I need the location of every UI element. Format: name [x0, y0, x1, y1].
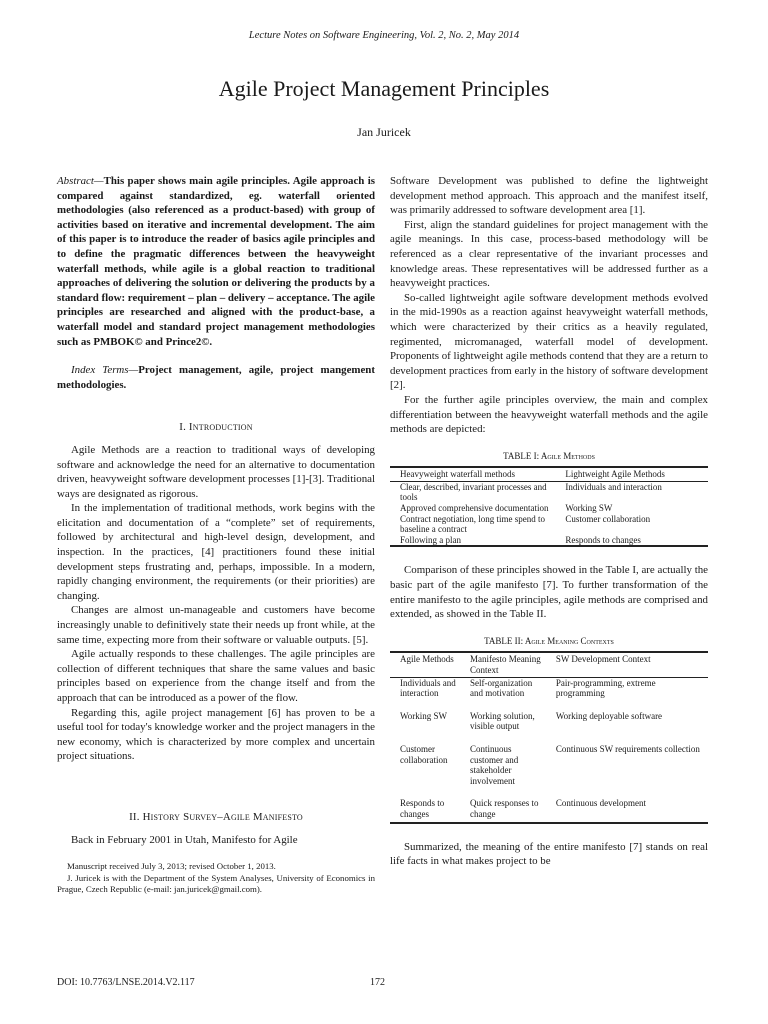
body-paragraph: Software Development was published to define the lightweight development method approach. This approach and the manifest itself, was primarily addressed to software development area [1].: [390, 175, 708, 217]
footnotes: [57, 861, 375, 896]
table-cell: Self-organization and motivation: [469, 677, 533, 699]
abstract: [57, 174, 375, 349]
journal-header: Lecture Notes on Software Engineering, Vol. 2, No. 2, May 2014: [248, 30, 520, 41]
table-cell: Customer collaboration: [565, 513, 651, 524]
table-cell: Following a plan: [400, 534, 461, 545]
table-row: [390, 711, 708, 744]
left-column: [57, 174, 375, 896]
table-cell: Continuous SW requirements collection: [555, 743, 700, 754]
intro-paragraph: In the implementation of traditional methods, work begins with the elicitation and documentation of a “complete” set of requirements, followed by architectural and high-level design, development, and inspection. In the practices, [4] practitioners found these initial development steps frustrating and, perhaps, impossible. In a modern, rapidly changing environment, the requirements (or their priorities) are changing.: [57, 502, 375, 602]
table-cell: Working deployable software: [555, 710, 663, 721]
body-paragraph: Comparison of these principles showed in the Table I, are actually the basic part of the agile manifesto [7]. To further transformation of the entire manifesto to the agile principles, agile methods are comprised and extended, as showed in the Table II.: [390, 564, 708, 621]
intro-paragraph: Agile actually responds to these challenges. The agile principles are collection of different techniques that share the same values and basic principles based on experience from the change itself and from the approach that can be introduced as a power of the flow.: [57, 648, 375, 704]
page-number: 172: [370, 977, 385, 988]
table-agile-methods: [390, 466, 708, 547]
table-cell: Pair-programming, extreme programming: [555, 677, 656, 699]
table-cell: Working solution, visible output: [469, 710, 535, 732]
footnote: Manuscript received July 3, 2013; revised October 1, 2013.: [67, 861, 276, 872]
section-title-history: II. History Survey–Agile Manifesto: [129, 810, 303, 823]
table-cell: Continuous customer and stakeholder involvement: [469, 743, 519, 786]
table-row: [390, 481, 708, 503]
body-paragraph: For the further agile principles overview, the main and complex differentiation between the heavyweight waterfall methods and the agile methods are depicted:: [390, 393, 708, 436]
table-cell: Working SW: [400, 710, 448, 721]
doi: DOI: 10.7763/LNSE.2014.V2.117: [57, 977, 195, 988]
table-agile-meaning-contexts: [390, 651, 708, 823]
index-terms-body: Project management, agile, project mangement methodologies.: [57, 364, 375, 391]
table1-caption: TABLE I: Agile Methods: [503, 450, 595, 461]
table-header-cell: SW Development Context: [546, 652, 708, 677]
table2-caption: TABLE II: Agile Meaning Contexts: [484, 635, 614, 646]
table-cell: Responds to changes: [565, 534, 641, 545]
author-name: Jan Juricek: [357, 125, 411, 139]
table-cell: Customer collaboration: [400, 743, 448, 765]
table-row: [390, 677, 708, 711]
table-header-cell: Manifesto Meaning Context: [460, 652, 546, 677]
intro-paragraph: Agile Methods are a reaction to traditional ways of developing software and acknowledge the need for an alternative to documentation driven, heavyweight software development processes [1]-[3]. Traditional ways are designated as rigorous.: [57, 443, 375, 500]
table-cell: Responds to changes: [400, 798, 445, 819]
table-row: [390, 514, 708, 535]
index-terms-lead: Index Terms—: [71, 364, 139, 377]
section-title-introduction: I. Introduction: [179, 421, 253, 434]
footnote: J. Juricek is with the Department of the System Analyses, University of Economics in Prague, Czech Republic (e-mail: jan.juricek@gmail.com).: [57, 872, 375, 895]
abstract-lead: Abstract—: [57, 175, 104, 187]
table-cell: Continuous development: [555, 798, 647, 809]
body-paragraph: First, align the standard guidelines for project management with the agile meanings. In this case, process-based methodology will be referenced as a clear representative of the invariant processes and knowledge areas. These representatives will be addressed further as a heavyweight practices.: [390, 218, 708, 290]
table-cell: Individuals and interaction: [400, 677, 456, 699]
table-row: [390, 535, 708, 547]
right-column: [390, 174, 708, 869]
table-cell: Contract negotiation, long time spend to baseline a contract: [400, 513, 545, 535]
table-cell: Working SW: [565, 503, 613, 514]
intro-paragraph: Changes are almost un-manageable and customers have become increasingly unable to definitively state their needs up front while, at the same time, expecting more from their software or valuable outputs. [5].: [57, 604, 375, 646]
table-row: [390, 798, 708, 822]
history-paragraph: Back in February 2001 in Utah, Manifesto for Agile: [71, 833, 298, 846]
table-header-cell: Heavyweight waterfall methods: [390, 467, 555, 481]
table-cell: Clear, described, invariant processes and tools: [400, 481, 547, 503]
index-terms: [57, 363, 375, 392]
paper-title: Agile Project Management Principles: [218, 76, 550, 101]
table-row: [390, 503, 708, 514]
table-header-cell: Lightweight Agile Methods: [555, 467, 708, 481]
body-paragraph: Summarized, the meaning of the entire manifesto [7] stands on real life facts in what makes project to be: [390, 840, 708, 868]
abstract-body: This paper shows main agile principles. Agile approach is compared against standardized, eg. waterfall oriented methodologies (also referenced as a product-based) with group of activities based on iterative and incremental development. The aim of this paper is to introduce the reader of basics agile principles and to define the pragmatic differences between the heavyweight waterfall methods, while agile is a global reaction to traditional approaches of delivering the solution or delivering the products by a standard flow: requirement – plan – delivery – acceptance. The agile principles are researched and aligned with the product-base, a waterfall model and standard project management methodologies such as PMBOK© and Prince2©.: [57, 175, 375, 348]
table-header-cell: Agile Methods: [390, 652, 460, 677]
table-cell: Quick responses to change: [469, 798, 539, 819]
table-cell: Individuals and interaction: [565, 481, 662, 492]
body-paragraph: So-called lightweight agile software development methods evolved in the mid-1990s as a reaction against heavyweight waterfall methods, which were characterized by their critics as a heavily regulated, regimented, micromanaged, waterfall model of development. Proponents of lightweight agile methods contend that they are a return to development practices from early in the history of software development [2].: [390, 291, 708, 392]
table-row: [390, 744, 708, 798]
table-cell: Approved comprehensive documentation: [400, 503, 549, 514]
intro-paragraph: Regarding this, agile project management [6] has proven to be a useful tool for today's knowledge worker and the project managers in the new economy, which is characterized by more complex and uncertain project situations.: [57, 706, 375, 763]
